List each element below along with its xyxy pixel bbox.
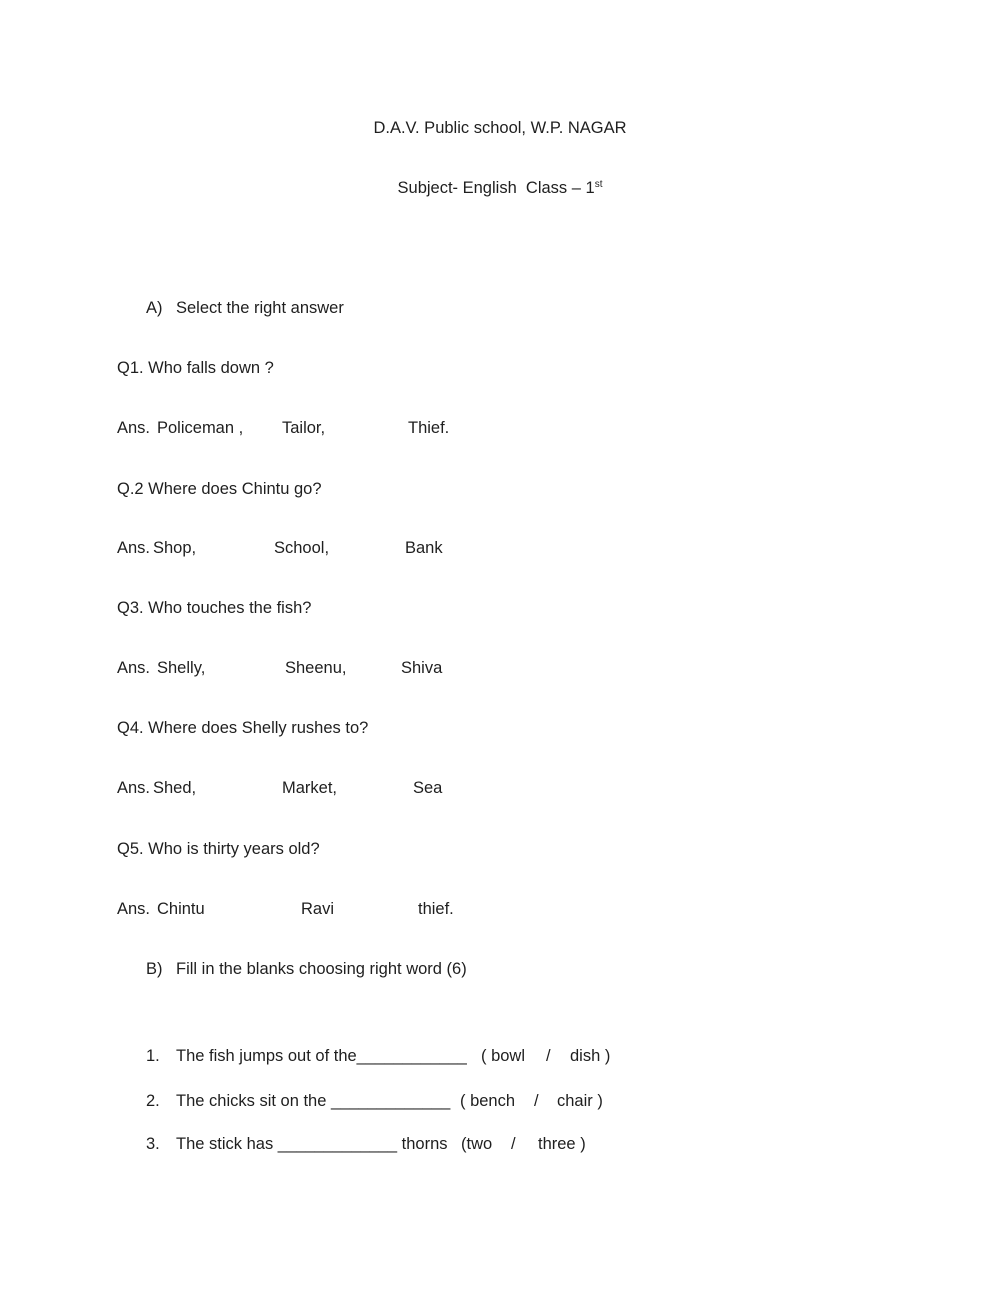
q1-option-3: Thief.: [408, 419, 450, 437]
question-5: Q5. Who is thirty years old?: [117, 840, 320, 858]
q1-option-2: Tailor,: [282, 419, 326, 437]
q4-option-3: Sea: [413, 779, 443, 797]
q4-option-2: Market,: [282, 779, 338, 797]
section-b-marker: B): [146, 960, 163, 978]
question-3: Q3. Who touches the fish?: [117, 599, 312, 617]
blank-2-choice-b: chair ): [557, 1092, 603, 1110]
section-a-title: Select the right answer: [176, 299, 344, 317]
q2-option-3: Bank: [405, 539, 443, 557]
blank-1-sentence: The fish jumps out of the____________: [176, 1047, 467, 1065]
q3-option-2: Sheenu,: [285, 659, 347, 677]
q2-option-1: Shop,: [153, 539, 197, 557]
blank-3-choice-a: (two: [461, 1135, 493, 1153]
blank-2-separator: /: [534, 1092, 539, 1110]
blank-1-separator: /: [546, 1047, 551, 1065]
question-4: Q4. Where does Shelly rushes to?: [117, 719, 369, 737]
answer-label-2: Ans.: [117, 539, 151, 557]
class-superscript: st: [594, 179, 603, 190]
answer-label-4: Ans.: [117, 779, 151, 797]
q3-option-3: Shiva: [401, 659, 443, 677]
school-name: D.A.V. Public school, W.P. NAGAR: [373, 119, 627, 137]
blank-2-sentence: The chicks sit on the _____________: [176, 1092, 451, 1110]
subject-line: [0, 178, 1000, 198]
question-1: Q1. Who falls down ?: [117, 359, 274, 377]
blank-3-number: 3.: [146, 1135, 160, 1153]
blank-3-sentence: The stick has _____________ thorns: [176, 1135, 448, 1153]
q5-option-2: Ravi: [301, 900, 335, 918]
blank-1-choice-a: ( bowl: [481, 1047, 526, 1065]
q5-option-3: thief.: [418, 900, 454, 918]
section-b-title: Fill in the blanks choosing right word (6): [176, 960, 467, 978]
answer-label-5: Ans.: [117, 900, 151, 918]
q4-option-1: Shed,: [153, 779, 197, 797]
q3-option-1: Shelly,: [157, 659, 206, 677]
q2-option-2: School,: [274, 539, 330, 557]
blank-1-choice-b: dish ): [570, 1047, 611, 1065]
blank-2-number: 2.: [146, 1092, 160, 1110]
question-2: Q.2 Where does Chintu go?: [117, 480, 322, 498]
q5-option-1: Chintu: [157, 900, 205, 918]
answer-label-3: Ans.: [117, 659, 151, 677]
blank-2-choice-a: ( bench: [460, 1092, 516, 1110]
answer-label-1: Ans.: [117, 419, 151, 437]
subject-text: Subject- English Class – 1: [397, 179, 595, 197]
section-a-marker: A): [146, 299, 163, 317]
blank-1-number: 1.: [146, 1047, 160, 1065]
q1-option-1: Policeman ,: [157, 419, 244, 437]
blank-3-separator: /: [511, 1135, 516, 1153]
blank-3-choice-b: three ): [538, 1135, 586, 1153]
